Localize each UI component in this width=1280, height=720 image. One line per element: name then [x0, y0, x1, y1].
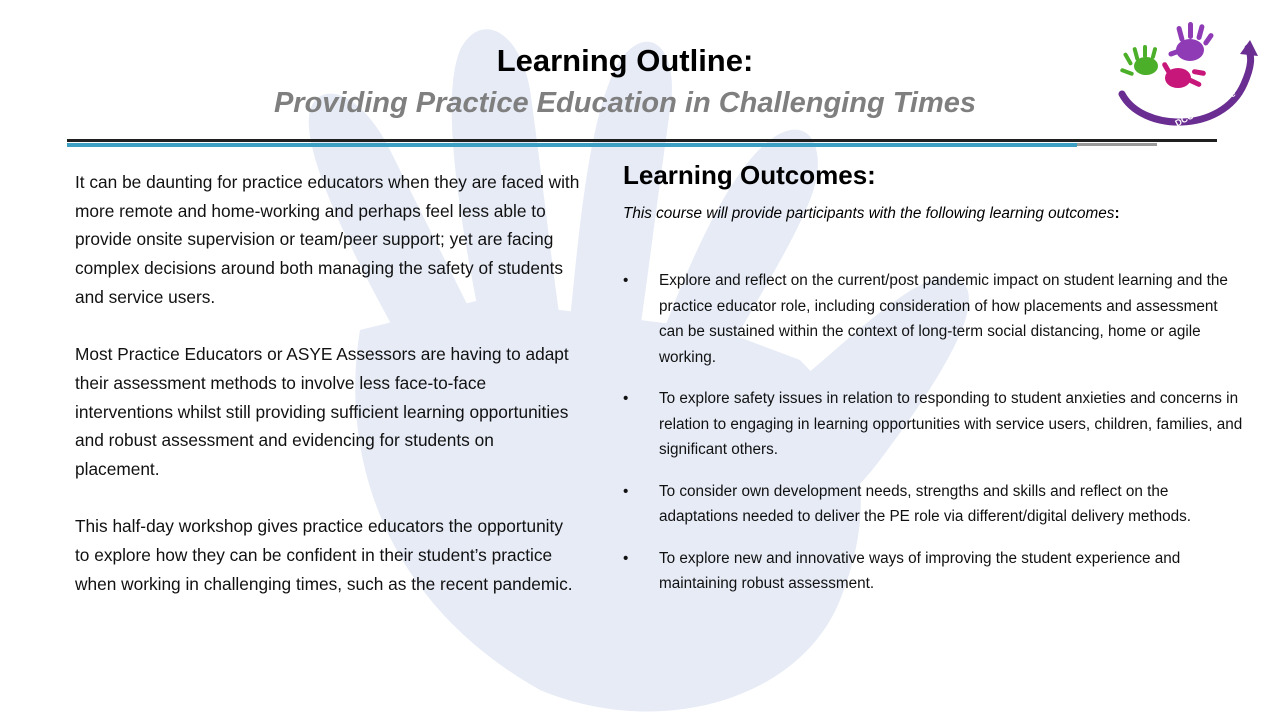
bullet-icon: •: [623, 482, 629, 500]
description-paragraph: Most Practice Educators or ASYE Assessors are having to adapt their assessment methods to involve less face-to-face interventions whilst still providing sufficient learning opportunities and robust assessment and evidencing for students on placement.: [75, 344, 569, 480]
list-item: [623, 386, 1243, 463]
bullet-icon: •: [623, 549, 629, 567]
page-title: Learning Outline:: [496, 43, 754, 78]
outcomes-heading: Learning Outcomes:: [623, 160, 876, 190]
list-item: [623, 479, 1243, 530]
outcome-text: Explore and reflect on the current/post pandemic impact on student learning and the practice educator role, including consideration of how placements and assessment can be sustained within the context of long-term social distancing, home or agile working.: [659, 272, 1228, 366]
logo-text: DCC Interactive: [1173, 88, 1238, 129]
hand-prints-logo-icon: [1112, 14, 1262, 132]
outcomes-intro-text: This course will provide participants with the following learning outcomes: [623, 205, 1115, 222]
course-description: [75, 168, 580, 627]
outcomes-intro: [623, 204, 1243, 224]
header: [0, 40, 1250, 124]
learning-outcomes-section: [623, 156, 1243, 613]
outcome-text: To explore new and innovative ways of improving the student experience and maintaining robust assessment.: [659, 549, 1181, 592]
page-subtitle: Providing Practice Education in Challenging Times: [273, 87, 977, 119]
outcomes-list: [623, 268, 1243, 597]
outcome-text: To consider own development needs, strengths and skills and reflect on the adaptations needed to deliver the PE role via different/digital delivery methods.: [659, 482, 1192, 525]
dcc-interactive-logo: [1112, 14, 1262, 132]
outcome-text: To explore safety issues in relation to responding to student anxieties and concerns in relation to engaging in learning opportunities with service users, children, families, and significant others.: [659, 390, 1243, 458]
list-item: [623, 546, 1243, 597]
description-paragraph: It can be daunting for practice educators when they are faced with more remote and home-working and perhaps feel less able to provide onsite supervision or team/peer support; yet are facing complex decisions around both managing the safety of students and service users.: [75, 172, 580, 307]
bullet-icon: •: [623, 272, 629, 289]
bullet-icon: •: [623, 390, 629, 407]
list-item: [623, 268, 1243, 370]
description-paragraph: This half-day workshop gives practice educators the opportunity to explore how they can be confident in their student’s practice when working in challenging times, such as the recent pandemic.: [75, 516, 573, 594]
header-divider: [67, 139, 1217, 149]
outcomes-intro-colon: :: [1114, 205, 1120, 222]
